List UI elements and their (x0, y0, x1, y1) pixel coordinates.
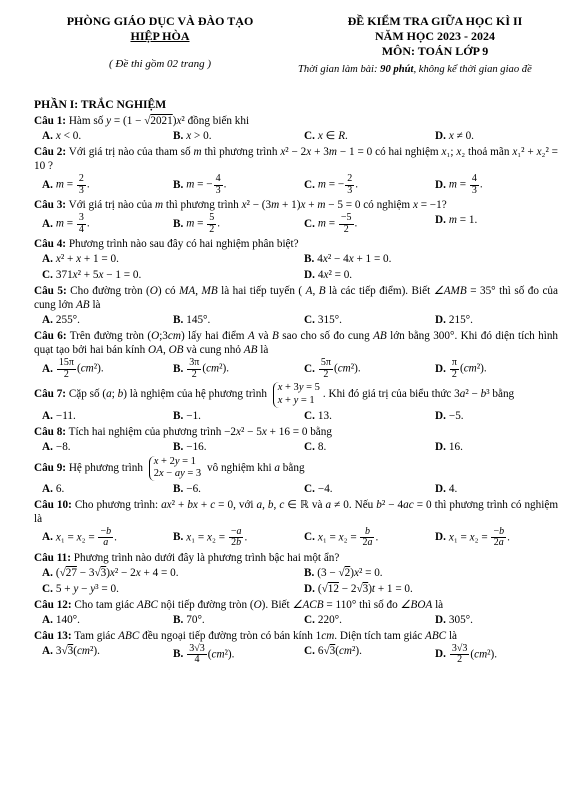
q9-option-c: C. −4. (304, 482, 333, 495)
q8-option-c: C. 8. (304, 440, 327, 453)
q4-option-c: C. 371x² + 5x − 1 = 0. (42, 269, 142, 282)
school-year: NĂM HỌC 2023 - 2024 (375, 29, 495, 43)
question-2: Câu 2: Với giá trị nào của tham số m thì phương trình x² − 2x + 3m − 1 = 0 có hai nghiệm x₁; x₂ thoả mãn x₁² + x₂² = 10 ? (34, 146, 558, 173)
q1-option-c: C. x ∈ R. (304, 130, 348, 143)
q1-option-d: D. x ≠ 0. (435, 130, 474, 143)
q3-option-c: C. m = $\frac{-5}{2}$ . (304, 212, 358, 235)
q7-option-c: C. 13. (304, 409, 332, 422)
q2-option-b: B. m = − $\frac{4}{3}$ . (173, 173, 227, 196)
q11-option-c: C. 5 + y − y³ = 0. (42, 582, 119, 595)
question-6-options (34, 358, 558, 380)
pages-note: ( Đề thi gồm 02 trang ) (108, 58, 212, 70)
q4-option-d: D. 4x² = 0. (304, 269, 353, 282)
question-12: Câu 12: Cho tam giác ABC nội tiếp đường tròn (O). Biết ∠ACB = 110° thì số đo ∠BOA là (34, 598, 444, 611)
q3-option-d: D. m = 1. (435, 214, 478, 227)
question-13: Câu 13: Tam giác ABC đều ngoại tiếp đường tròn có bán kính 1cm. Diện tích tam giác ABC là (34, 629, 458, 642)
q5-option-c: C. 315°. (304, 314, 342, 327)
q13-option-d: D. $\frac{3√3}{2}$ (cm²). (435, 642, 498, 666)
q5-option-b: B. 145°. (173, 314, 211, 327)
q1-option-b: B. x > 0. (173, 130, 212, 143)
q7-option-d: D. −5. (435, 409, 464, 422)
q6-option-c: C. $\frac{5\pi}{2}$ (cm²). (304, 357, 361, 380)
q10-option-b: B. x₁ = x₂ = $\frac{-a}{2b}$ . (173, 525, 248, 549)
q5-option-d: D. 215°. (435, 314, 473, 327)
q5-option-a: A. 255°. (42, 314, 80, 327)
q11-option-b: B. (3 − √2)x² = 0. (304, 566, 383, 579)
q9-option-b: B. −6. (173, 482, 201, 495)
q6-option-b: B. $\frac{3\pi}{2}$ (cm²). (173, 357, 229, 380)
q3-option-a: A. m = $\frac{3}{4}$ . (42, 212, 90, 235)
q2-option-a: A. m = $\frac{2}{3}$ . (42, 173, 90, 196)
q13-option-c: C. 6√3(cm²). (304, 644, 362, 657)
time-note: Thời gian làm bài: 90 phút, không kể thời gian giao đề (298, 64, 532, 75)
exam-content (34, 98, 558, 668)
question-11-options-row2 (34, 582, 558, 596)
question-4-options-row1 (34, 252, 558, 266)
question-10: Câu 10: Cho phương trình: ax² + bx + c = 0, với a, b, c ∈ ℝ và a ≠ 0. Nếu b² − 4ac = 0 thì phương trình có nghiệm là (34, 498, 559, 525)
q3-option-b: B. m = $\frac{5}{2}$ . (173, 212, 221, 235)
exam-title: ĐỀ KIỂM TRA GIỮA HỌC KÌ II (347, 14, 523, 28)
question-6: Câu 6: Trên đường tròn (O;3cm) lấy hai điểm A và B sao cho số đo cung AB lớn bằng 300°. Khi đó diện tích hình quạt tạo bởi hai bán kính OA, OB và cung nhỏ AB là (34, 330, 559, 357)
question-1: Câu 1: Hàm số y = (1 − √2021)x² đồng biến khi (34, 115, 250, 128)
question-8: Câu 8: Tích hai nghiệm của phương trình −2x² − 5x + 16 = 0 bằng (34, 425, 332, 438)
q12-option-b: B. 70°. (173, 613, 205, 626)
header-left (40, 14, 280, 72)
q9-option-d: D. 4. (435, 482, 458, 495)
q8-option-d: D. 16. (435, 440, 463, 453)
q8-option-b: B. −16. (173, 440, 207, 453)
q9-option-a: A. 6. (42, 482, 65, 495)
dept-line1: PHÒNG GIÁO DỤC VÀ ĐÀO TẠO (66, 14, 254, 28)
q13-option-a: A. 3√3(cm²). (42, 644, 100, 657)
q4-option-a: A. x² + x + 1 = 0. (42, 253, 119, 266)
q10-option-d: D. x₁ = x₂ = $\frac{-b}{2a}$ . (435, 525, 510, 549)
q2-option-d: D. m = $\frac{4}{3}$ . (435, 173, 483, 196)
q12-option-d: D. 305°. (435, 613, 473, 626)
question-11: Câu 11: Phương trình nào dưới đây là phương trình bậc hai một ẩn? (34, 551, 340, 564)
question-13-options (34, 644, 558, 666)
question-3: Câu 3: Với giá trị nào của m thì phương trình x² − (3m + 1)x + m − 5 = 0 có nghiệm x = −1? (34, 199, 447, 212)
q1-option-a: A. x < 0. (42, 130, 82, 143)
question-4: Câu 4: Phương trình nào sau đây có hai nghiệm phân biệt? (34, 238, 299, 251)
question-7: Câu 7: Cặp số (a; b) là nghiệm của hệ phương trình x + 3y = 5 x + y = 1 . Khi đó giá trị của biểu thức 3a² − b³ bằng (34, 382, 515, 407)
q10-option-c: C. x₁ = x₂ = $\frac{b}{2a}$ . (304, 525, 379, 549)
question-2-options (34, 174, 558, 196)
q11-option-d: D. (√12 − 2√3)t + 1 = 0. (304, 582, 413, 595)
question-12-options (34, 613, 558, 627)
question-5: Câu 5: Cho đường tròn (O) có MA, MB là hai tiếp tuyến ( A, B là các tiếp điểm). Biết ∠AMB = 35° thì số đo của cung lớn AB là (34, 285, 558, 312)
question-9: Câu 9: Hệ phương trình x + 2y = 1 2x − ay = 3 vô nghiệm khi a bằng (34, 455, 305, 480)
question-9-options (34, 482, 558, 496)
question-3-options (34, 213, 558, 235)
q12-option-a: A. 140°. (42, 613, 80, 626)
subject: MÔN: TOÁN LỚP 9 (381, 44, 489, 58)
question-7-options (34, 409, 558, 423)
question-11-options-row1 (34, 566, 558, 580)
question-1-options (34, 129, 558, 143)
q10-option-a: A. x₁ = x₂ = $\frac{-b}{a}$ . (42, 525, 117, 549)
header-right (300, 14, 570, 76)
q6-option-a: A. $\frac{15\pi}{2}$ (cm²). (42, 357, 104, 380)
dept-line2: HIỆP HÒA (130, 29, 190, 43)
q2-option-c: C. m = − $\frac{2}{3}$ . (304, 173, 358, 196)
question-8-options (34, 440, 558, 454)
question-5-options (34, 313, 558, 327)
q13-option-b: B. $\frac{3√3}{4}$ (cm²). (173, 642, 235, 666)
section-title: PHẦN I: TRẮC NGHIỆM (34, 98, 167, 111)
question-10-options (34, 527, 558, 549)
question-4-options-row2 (34, 268, 558, 282)
q12-option-c: C. 220°. (304, 613, 342, 626)
q7-option-b: B. −1. (173, 409, 201, 422)
q11-option-a: A. (√27 − 3√3)x² − 2x + 4 = 0. (42, 566, 179, 579)
q7-option-a: A. −11. (42, 409, 76, 422)
q8-option-a: A. −8. (42, 440, 71, 453)
q4-option-b: B. 4x² − 4x + 1 = 0. (304, 253, 392, 266)
q6-option-d: D. $\frac{\pi}{2}$ (cm²). (435, 357, 487, 380)
